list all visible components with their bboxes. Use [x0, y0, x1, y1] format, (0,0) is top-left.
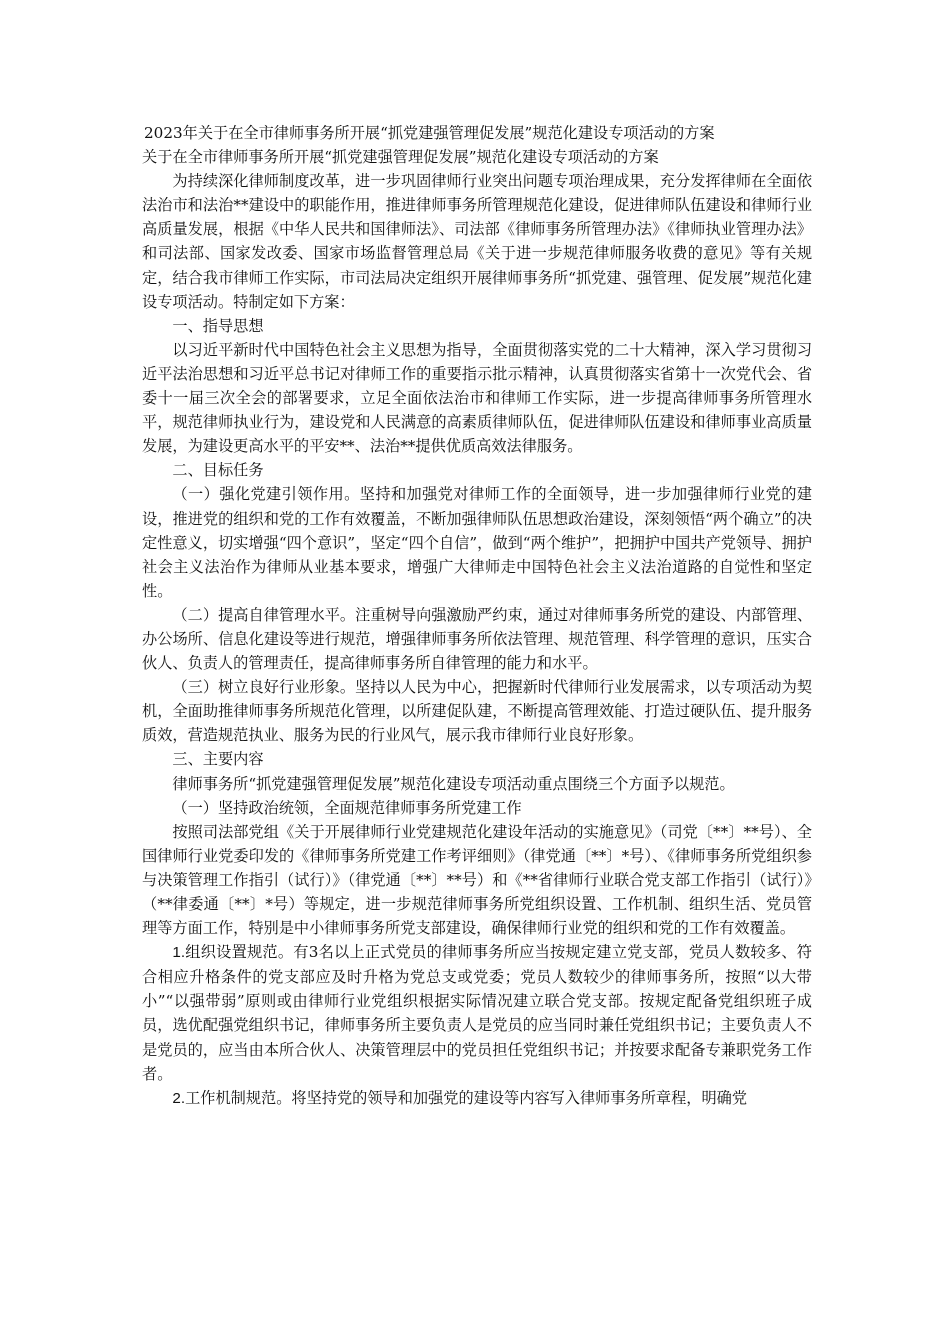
- item-text: 组织设置规范。有3名以上正式党员的律师事务所应当按规定建立党支部，党员人数较多、符合相应升格条件的党支部应及时升格为党总支或党委；党员人数较少的律师事务所，按照“以大带小”“以强带弱”原则或由律师行业党组织根据实际情况建立联合党支部。按规定配备党组织班子成员，选优配强党组织书记，律师事务所主要负责人是党员的应当同时兼任党组织书记；主要负责人不是党员的，应当由本所合伙人、决策管理层中的党员担任党组织书记；并按要求配备专兼职党务工作者。: [142, 943, 812, 1083]
- goal-item-party-building: （一）强化党建引领作用。坚持和加强党对律师工作的全面领导，进一步加强律师行业党的建设，推进党的组织和党的工作有效覆盖，不断加强律师队伍思想政治建设，深刻领悟“两个确立”的决定性意义，切实增强“四个意识”，坚定“四个自信”，做到“两个维护”，把拥护中国共产党领导、拥护社会主义法治作为律师从业基本要求，增强广大律师走中国特色社会主义法治道路的自觉性和坚定性。: [142, 485, 812, 600]
- goal-item-self-management: （二）提高自律管理水平。注重树导向强激励严约束，通过对律师事务所党的建设、内部管理、办公场所、信息化建设等进行规范，增强律师事务所依法管理、规范管理、科学管理的意识，压实合伙人、负责人的管理责任，提高律师事务所自律管理的能力和水平。: [142, 605, 812, 673]
- subsection-heading-political-leadership: （一）坚持政治统领，全面规范律师事务所党建工作: [172, 798, 522, 817]
- numbered-item-organization: [142, 940, 812, 1086]
- goal-item-industry-image: （三）树立良好行业形象。坚持以人民为中心，把握新时代律师行业发展需求，以专项活动为契机，全面助推律师事务所规范化管理，以所建促队建，不断提高管理效能、打造过硬队伍、提升服务质效，营造规范执业、服务为民的行业风气，展示我市律师行业良好形象。: [142, 678, 812, 745]
- item-number: 2.: [172, 1089, 186, 1107]
- document-page: [142, 121, 812, 1111]
- subsection-paragraph-political-leadership: 按照司法部党组《关于开展律师行业党建规范化建设年活动的实施意见》（司党〔**〕**号）、全国律师行业党委印发的《律师事务所党建工作考评细则》（律党通〔**〕*号）、《律师事务所党组织参与决策管理工作指引（试行）》（律党通〔**〕**号）和《**省律师行业联合党支部工作指引（试行）》（**律委通〔**〕*号）等规定，进一步规范律师事务所党组织设置、工作机制、组织生活、党员管理等方面工作，特别是中小律师事务所党支部建设，确保律师行业党的组织和党的工作有效覆盖。: [142, 822, 812, 938]
- section-paragraph-guiding-ideology: 以习近平新时代中国特色社会主义思想为指导，全面贯彻落实党的二十大精神，深入学习贯彻习近平法治思想和习近平总书记对律师工作的重要指示批示精神，认真贯彻落实省第十一次党代会、省委十一届三次全会的部署要求，立足全面依法治市和律师工作实际，进一步提高律师事务所管理水平，规范律师执业行为，建设党和人民满意的高素质律师队伍，促进律师队伍建设和律师事业高质量发展，为建设更高水平的平安**、法治**提供优质高效法律服务。: [142, 340, 812, 456]
- item-text: 工作机制规范。将坚持党的领导和加强党的建设等内容写入律师事务所章程，明确党: [185, 1088, 747, 1107]
- main-content-intro: 律师事务所“抓党建强管理促发展”规范化建设专项活动重点围绕三个方面予以规范。: [172, 774, 735, 793]
- document-title: 2023年关于在全市律师事务所开展“抓党建强管理促发展”规范化建设专项活动的方案: [144, 124, 715, 142]
- numbered-item-mechanism: [142, 1086, 812, 1111]
- section-heading-guiding-ideology: 一、指导思想: [172, 316, 264, 335]
- intro-paragraph: 为持续深化律师制度改革，进一步巩固律师行业突出问题专项治理成果，充分发挥律师在全面依法治市和法治**建设中的职能作用，推进律师事务所管理规范化建设，促进律师队伍建设和律师行业高质量发展，根据《中华人民共和国律师法》、司法部《律师事务所管理办法》《律师执业管理办法》和司法部、国家发改委、国家市场监督管理总局《关于进一步规范律师服务收费的意见》等有关规定，结合我市律师工作实际，市司法局决定组织开展律师事务所“抓党建、强管理、促发展”规范化建设专项活动。特制定如下方案：: [142, 172, 812, 311]
- section-heading-main-content: 三、主要内容: [172, 750, 264, 769]
- item-number: 1.: [172, 944, 186, 962]
- section-heading-goals: 二、目标任务: [172, 461, 264, 480]
- document-subtitle: 关于在全市律师事务所开展“抓党建强管理促发展”规范化建设专项活动的方案: [142, 148, 659, 167]
